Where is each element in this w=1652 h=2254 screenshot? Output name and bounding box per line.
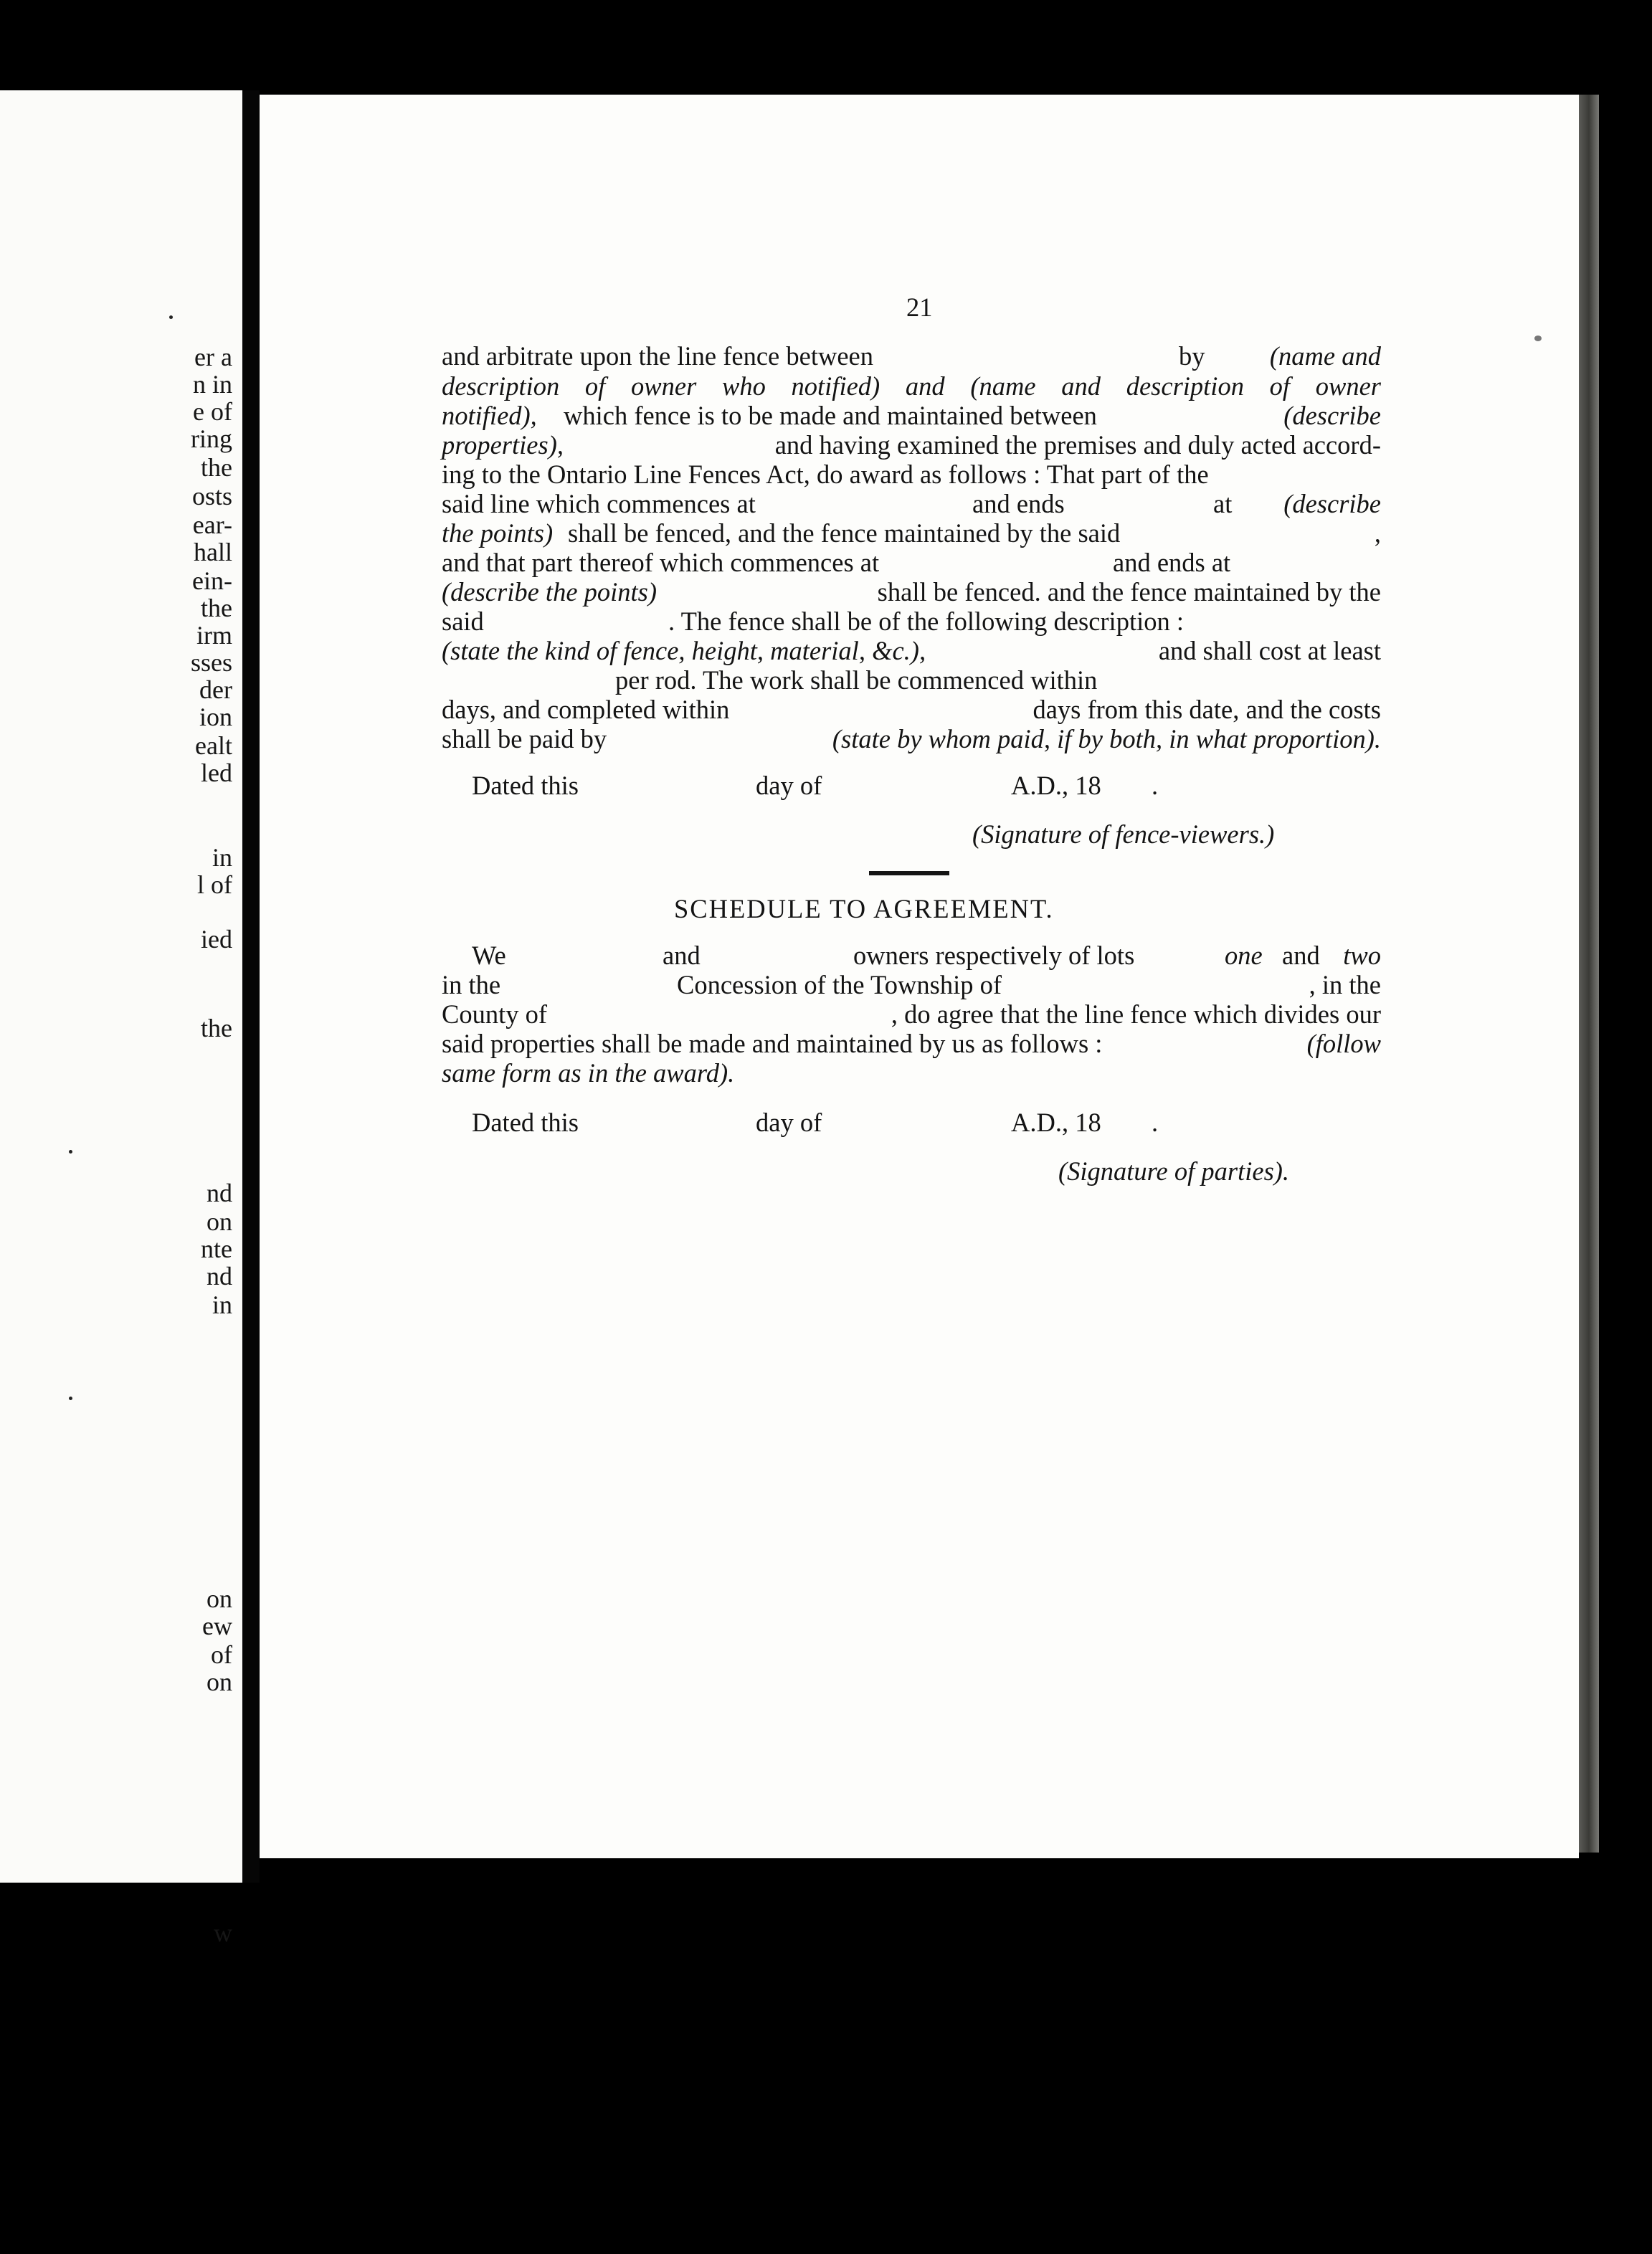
text: and ends	[972, 489, 1065, 518]
book-gutter	[242, 90, 260, 1883]
left-page-text-fragment: ion	[199, 703, 232, 731]
left-page-text-fragment: sses	[190, 648, 232, 677]
left-page-text-fragment: the	[201, 453, 232, 482]
text: said line which commences at	[442, 489, 756, 518]
text: . The fence shall be of the following description :	[668, 607, 1184, 636]
text: Dated this	[472, 771, 579, 800]
page-edge	[1579, 95, 1599, 1853]
left-page-text-fragment: e of	[193, 397, 232, 426]
text: by	[1179, 341, 1205, 371]
fence-viewers-signature: (Signature of fence-viewers.)	[972, 819, 1275, 849]
section-rule	[869, 871, 949, 875]
text: shall be paid by	[442, 724, 607, 753]
left-page-text-fragment: on	[206, 1207, 232, 1236]
left-page-text-fragment: osts	[191, 482, 232, 510]
text: at	[1213, 489, 1233, 518]
text: (state the kind of fence, height, material, &c.),	[442, 636, 926, 665]
left-page-text-fragment: irm	[196, 621, 232, 650]
left-page-text-fragment: der	[199, 675, 232, 704]
text: .	[1152, 771, 1159, 800]
left-page-text-fragment: w	[214, 1918, 232, 1947]
left-page-text-fragment: on	[206, 1668, 232, 1696]
left-page-text-fragment: nd	[206, 1179, 232, 1207]
text: and having examined the premises and duly acted accord-	[774, 430, 1381, 460]
text: (describe the points)	[442, 577, 658, 607]
text: ,	[1374, 518, 1381, 548]
scan-speck	[169, 315, 173, 319]
text: (name and	[1269, 341, 1381, 371]
text: day of	[756, 1108, 822, 1137]
left-page-text-fragment: ied	[201, 925, 232, 954]
left-page-text-fragment: in	[212, 1290, 232, 1319]
text: in the	[442, 970, 501, 999]
left-page-text-fragment: in	[212, 843, 232, 872]
text: (state by whom paid, if by both, in what proportion).	[832, 724, 1381, 753]
left-page-text-fragment: ealt	[195, 731, 232, 760]
text: Concession of the Township of	[677, 970, 1002, 999]
text: owners respectively of lots	[853, 941, 1135, 970]
text: said properties shall be made and maintained by us as follows :	[442, 1029, 1103, 1058]
text: two	[1343, 941, 1381, 970]
scan-speck	[1534, 336, 1542, 341]
text: which fence is to be made and maintained between	[564, 401, 1097, 430]
text: and ends at	[1113, 548, 1231, 577]
text: said	[442, 607, 484, 636]
text: and that part thereof which commences at	[442, 548, 880, 577]
text: (describe	[1283, 401, 1381, 430]
parties-signature: (Signature of parties).	[1058, 1156, 1290, 1186]
left-page	[0, 90, 242, 1947]
text: days, and completed within	[442, 695, 730, 724]
page-number: 21	[906, 293, 933, 322]
left-page-text-fragment: hall	[194, 538, 232, 566]
text: and	[663, 941, 701, 970]
left-page-text-fragment: of	[211, 1640, 232, 1669]
text: day of	[756, 771, 822, 800]
text: (describe	[1283, 489, 1381, 518]
text: properties),	[442, 430, 564, 460]
left-page-text-fragment: l of	[197, 870, 232, 899]
left-page-text-fragment: on	[206, 1584, 232, 1613]
text: A.D., 18	[1011, 771, 1101, 800]
text: one	[1225, 941, 1263, 970]
agreement-line-5: same form as in the award).	[442, 1058, 735, 1088]
left-page-text-fragment: the	[201, 594, 232, 622]
left-page-text-fragment: ein-	[192, 566, 232, 595]
award-line-12: per rod. The work shall be commenced within	[615, 665, 1098, 695]
left-page-text-fragment: er a	[194, 343, 232, 371]
text: Dated this	[472, 1108, 579, 1137]
text: and arbitrate upon the line fence between	[442, 341, 873, 371]
scan-speck	[69, 1150, 72, 1154]
left-page-text-fragment: led	[201, 759, 232, 787]
text: A.D., 18	[1011, 1108, 1101, 1137]
left-page-text-fragment: ew	[202, 1612, 232, 1640]
text: .	[1152, 1108, 1159, 1137]
text: We	[472, 941, 506, 970]
left-page-text-fragment: the	[201, 1014, 232, 1042]
text: County of	[442, 999, 548, 1029]
text: shall be fenced. and the fence maintained by the	[877, 577, 1381, 607]
text: (follow	[1306, 1029, 1381, 1058]
text: shall be fenced, and the fence maintained by the said	[568, 518, 1121, 548]
award-line-2: description of owner who notified) and (name and description of owner	[442, 371, 1381, 401]
left-page-text-fragment: nd	[206, 1262, 232, 1290]
text: and shall cost at least	[1158, 636, 1381, 665]
left-page-text-fragment: ring	[191, 424, 232, 453]
text: notified),	[442, 401, 537, 430]
text: , in the	[1309, 970, 1381, 999]
left-page-text-fragment: nte	[201, 1235, 232, 1263]
text: the points)	[442, 518, 554, 548]
left-page-text-fragment: ear-	[192, 510, 232, 539]
text: and	[1282, 941, 1320, 970]
scan-speck	[69, 1397, 72, 1400]
schedule-heading: SCHEDULE TO AGREEMENT.	[674, 894, 1054, 923]
text: , do agree that the line fence which divides our	[891, 999, 1381, 1029]
text: days from this date, and the costs	[1032, 695, 1381, 724]
award-line-5: ing to the Ontario Line Fences Act, do award as follows : That part of the	[442, 460, 1209, 489]
left-page-text-fragment: n in	[192, 370, 232, 399]
